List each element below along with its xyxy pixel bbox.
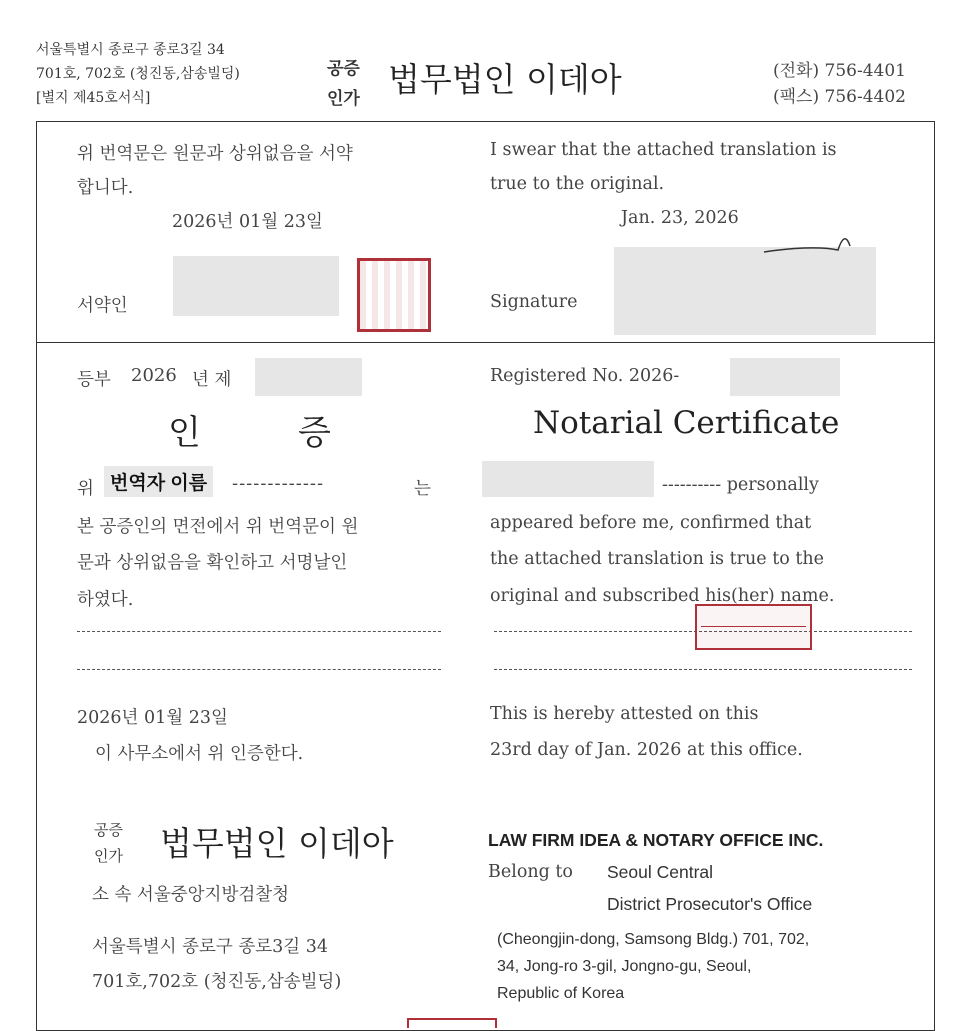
header-notary-small-1: 공증 bbox=[327, 59, 360, 78]
certificate-ko-wi: 위 bbox=[77, 479, 94, 499]
certificate-en-title: Notarial Certificate bbox=[533, 405, 840, 441]
footer-notary-small-1: 공증 bbox=[94, 821, 123, 839]
certificate-en-attest-2: 23rd day of Jan. 2026 at this office. bbox=[490, 740, 803, 760]
registration-en-label: Registered No. 2026- bbox=[490, 366, 680, 386]
signature-label: Signature bbox=[490, 292, 578, 312]
header-phone: (전화) 756-4401 bbox=[773, 61, 906, 81]
footer-firm-name: 법무법인 이데아 bbox=[160, 824, 394, 863]
translator-en-redaction bbox=[482, 461, 654, 497]
certificate-ko-body-1: 본 공증인의 면전에서 위 번역문이 원 bbox=[77, 517, 359, 537]
footer-ko-address-1: 서울특별시 종로구 종로3길 34 bbox=[92, 937, 329, 957]
certificate-en-body-2: the attached translation is true to the bbox=[490, 549, 824, 569]
registration-ko-suffix: 년 제 bbox=[192, 370, 232, 390]
footer-en-firm: LAW FIRM IDEA & NOTARY OFFICE INC. bbox=[488, 830, 824, 850]
header-address-line-2: 701호, 702호 (청진동,삼송빌딩) bbox=[36, 66, 240, 82]
signature-stroke bbox=[760, 228, 860, 258]
oath-ko-date: 2026년 01월 23일 bbox=[172, 212, 323, 232]
certificate-en-personally: ---------- personally bbox=[662, 475, 819, 495]
registration-number-redaction bbox=[255, 358, 362, 396]
certificate-en-body-1: appeared before me, confirmed that bbox=[490, 513, 812, 533]
registration-ko-prefix: 등부 bbox=[77, 370, 111, 390]
footer-belong: 소 속 서울중앙지방검찰청 bbox=[92, 885, 290, 905]
header-notary-small-2: 인가 bbox=[327, 89, 360, 108]
header-address-line-1: 서울특별시 종로구 종로3길 34 bbox=[36, 42, 225, 58]
oath-ko-line-2: 합니다. bbox=[77, 178, 134, 198]
notary-office-seal bbox=[695, 604, 812, 650]
certificate-en-attest-1: This is hereby attested on this bbox=[490, 704, 759, 724]
certificate-ko-title-1: 인 bbox=[168, 413, 201, 453]
translator-name-field: 번역자 이름 bbox=[104, 466, 213, 497]
footer-ko-address-2: 701호,702호 (청진동,삼송빌딩) bbox=[92, 972, 342, 992]
form-number: [별지 제45호서식] bbox=[36, 90, 151, 106]
certificate-ko-body-2: 문과 상위없음을 확인하고 서명날인 bbox=[77, 553, 348, 573]
footer-seal-edge bbox=[407, 1018, 497, 1028]
oath-en-line-1: I swear that the attached translation is bbox=[490, 140, 837, 160]
certificate-ko-title-2: 증 bbox=[298, 413, 331, 453]
signer-personal-seal bbox=[357, 258, 431, 332]
footer-en-belong-value-2: District Prosecutor's Office bbox=[607, 894, 813, 914]
section-divider bbox=[36, 342, 935, 343]
registration-en-redaction bbox=[730, 358, 840, 396]
footer-en-address-1: (Cheongjin-dong, Samsong Bldg.) 701, 702, bbox=[497, 931, 810, 948]
ko-dash-line-1 bbox=[77, 631, 441, 632]
header-fax: (팩스) 756-4402 bbox=[773, 87, 906, 107]
header-firm-name: 법무법인 이데아 bbox=[388, 60, 622, 99]
signature-redaction bbox=[614, 247, 876, 335]
footer-en-address-3: Republic of Korea bbox=[497, 985, 625, 1002]
oath-ko-line-1: 위 번역문은 원문과 상위없음을 서약 bbox=[77, 144, 353, 164]
oath-en-line-2: true to the original. bbox=[490, 174, 665, 194]
en-dash-line-2 bbox=[494, 669, 912, 670]
ko-dash-line-2 bbox=[77, 669, 441, 670]
certificate-ko-neun: 는 bbox=[414, 479, 431, 499]
translator-name-dashes: ------------- bbox=[232, 473, 325, 494]
footer-en-address-2: 34, Jong-ro 3-gil, Jongno-gu, Seoul, bbox=[497, 958, 752, 975]
signer-name-redaction bbox=[173, 256, 339, 316]
certificate-ko-attest: 이 사무소에서 위 인증한다. bbox=[95, 744, 304, 764]
certificate-ko-body-3: 하였다. bbox=[77, 590, 134, 610]
registration-ko-year: 2026 bbox=[131, 365, 177, 386]
footer-en-belong-value-1: Seoul Central bbox=[607, 862, 714, 882]
footer-notary-small-2: 인가 bbox=[94, 847, 123, 865]
certificate-en-body-3: original and subscribed his(her) name. bbox=[490, 586, 835, 606]
signer-label: 서약인 bbox=[77, 296, 128, 316]
oath-en-date: Jan. 23, 2026 bbox=[621, 208, 739, 228]
certificate-ko-date: 2026년 01월 23일 bbox=[77, 708, 228, 728]
footer-en-belong-label: Belong to bbox=[488, 862, 573, 882]
